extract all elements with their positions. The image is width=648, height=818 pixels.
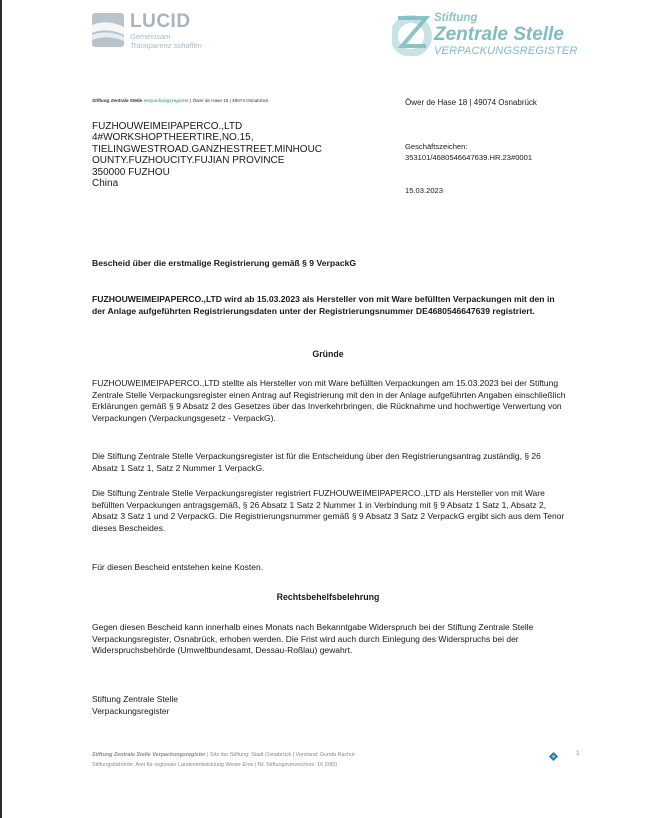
sender-org-register: Verpackungsregister (143, 98, 189, 103)
rechtsbehelf-paragraph: Gegen diesen Bescheid kann innerhalb eines Monats nach Bekanntgabe Widerspruch bei der Stiftung Zentrale Stelle Verpackungsregister, Osnabrück, erhoben werden. Die Frist wird auch durch Einlegung des Widerspruchs bei der Widerspruchsbehörde (Umweltbundesamt, Dessau-Roßlau) gewahrt. (92, 622, 534, 655)
diamond-icon (549, 752, 558, 761)
recipient-line: China (92, 178, 119, 190)
zsvr-ring-icon (392, 12, 432, 56)
lucid-square-icon (92, 13, 124, 47)
decision-tenor: FUZHOUWEIMEIPAPERCO.,LTD wird ab 15.03.2023 als Hersteller von mit Ware befüllten Verpackungen mit den in der Anlage aufgeführten Registrierungsdaten unter der Registrierungsnummer DE4680546647639 registriert. (92, 294, 555, 316)
recipient-line: FUZHOUWEIMEIPAPERCO.,LTD (92, 121, 243, 132)
section-heading-rechtsbehelf: Rechtsbehelfsbelehrung (276, 592, 380, 602)
closing-signature (92, 694, 178, 717)
sender-org-name: Stiftung Zentrale Stelle (92, 98, 143, 103)
recipient-line: 350000 FUZHOU (92, 166, 170, 178)
recipient-address (92, 121, 322, 189)
office-address: Öwer de Hase 18 | 49074 Osnabrück (405, 98, 537, 107)
recipient-line: 4#WORKSHOPTHEERTIRE,NO.15, (92, 132, 254, 144)
footer-line-2: Stiftungsbehörde: Amt für regionale Landesentwicklung Weser-Ems | Nr. Stiftungsverzeichnis: 16 (085) (92, 762, 338, 768)
closing-line-2: Verpackungsregister (92, 705, 170, 716)
letter-date: 15.03.2023 (405, 186, 444, 195)
footer-org-name: Stiftung Zentrale Stelle Verpackungsregister (92, 752, 206, 758)
section-heading-gruende: Gründe (312, 349, 344, 359)
page-number: 1 (576, 750, 580, 757)
closing-line-1: Stiftung Zentrale Stelle (92, 694, 178, 704)
letter-subject: Bescheid über die erstmalige Registrierung gemäß § 9 VerpackG (92, 258, 357, 268)
reference-label: Geschäftszeichen: (405, 142, 468, 151)
lucid-logo-subtitle-1: Gemeinsam (130, 32, 171, 41)
reference-number: 353101/4680546647639.HR.23#0001 (405, 153, 533, 162)
footer-line-1 (92, 752, 355, 758)
sender-address: | Öwer de Hase 18 | 49074 Osnabrück (190, 98, 269, 103)
zsvr-logo-line2: Zentrale Stelle (434, 24, 564, 45)
recipient-line: OUNTY.FUZHOUCITY.FUJIAN PROVINCE (92, 155, 285, 167)
gruende-paragraph-2: Die Stiftung Zentrale Stelle Verpackungsregister ist für die Entscheidung über den Registrierungsantrag zuständig, § 26 Absatz 1 Satz 1, Satz 2 Nummer 1 VerpackG. (92, 451, 541, 473)
lucid-logo (92, 13, 232, 53)
gruende-paragraph-1: FUZHOUWEIMEIPAPERCO.,LTD stellte als Hersteller von mit Ware befüllten Verpackungen am 15.03.2023 bei der Stiftung Zentrale Stelle Verpackungsregister einen Antrag auf Registrierung mit den in der Anlage aufgeführten Angaben einschließlich Erklärungen gemäß § 9 Absatz 2 des Gesetzes über das Inverkehrbringen, die Rücknahme und hochwertige Verwertung von Verpackungen (Verpackungsgesetz - VerpackG). (92, 378, 566, 423)
zsvr-logo-line1: Stiftung (434, 12, 478, 24)
lucid-logo-title: LUCID (130, 11, 191, 32)
gruende-paragraph-3: Die Stiftung Zentrale Stelle Verpackungsregister registriert FUZHOUWEIMEIPAPERCO.,LTD als Hersteller von mit Ware befüllten Verpackungen antragsgemäß, § 26 Absatz 1 Satz 2 Nummer 1 in Verbindung mit § 9 Absatz 1 Satz 1, Absatz 2, Absatz 3 Satz 1 und 2 VerpackG. Die Registrierungsnummer gemäß § 9 Absatz 3 Satz 2 VerpackG ergibt sich aus dem Tenor dieses Bescheides. (92, 488, 565, 533)
zsvr-logo (392, 12, 587, 62)
zsvr-logo-line3: VERPACKUNGSREGISTER (434, 45, 578, 57)
sender-return-line (92, 98, 268, 103)
gruende-paragraph-4: Für diesen Bescheid entstehen keine Kosten. (92, 562, 264, 572)
page-left-border (0, 0, 2, 818)
lucid-logo-subtitle-2: Transparenz schaffen (130, 41, 202, 50)
recipient-line: TIELINGWESTROAD.GANZHESTREET.MINHOUC (92, 143, 323, 155)
footer-line-1-rest: | Sitz der Stiftung: Stadt Osnabrück | Vorstand: Gunda Rachut (205, 752, 355, 758)
